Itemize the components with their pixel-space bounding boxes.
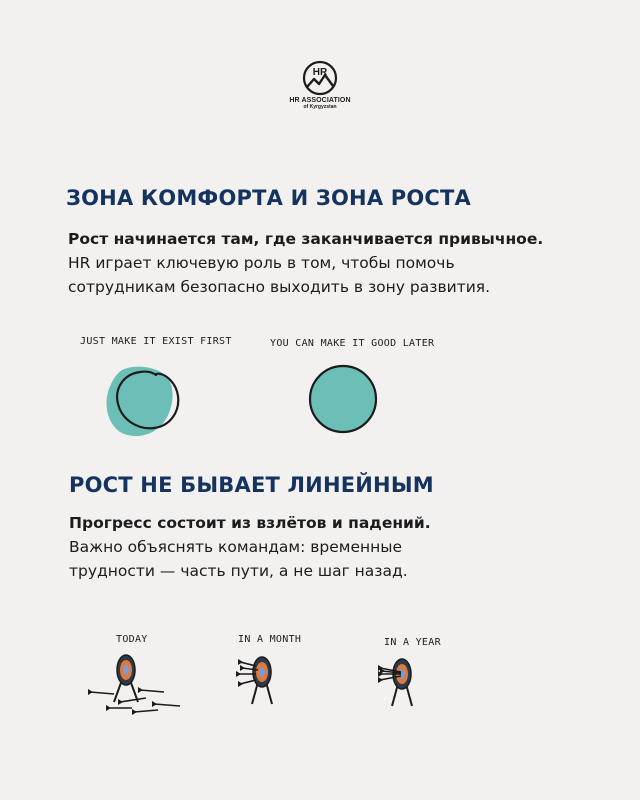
target-in-a-year-icon	[372, 652, 432, 712]
target-today-icon	[80, 650, 190, 720]
section1-lead: Рост начинается там, где заканчивается привычное.	[68, 230, 544, 248]
target-in-a-month-icon	[232, 650, 292, 710]
section2-lead: Прогресс состоит из взлётов и падений.	[69, 514, 431, 532]
caption-in-a-month: IN A MONTH	[238, 634, 302, 645]
caption-today: TODAY	[116, 634, 148, 645]
section1-body-line1: HR играет ключевую роль в том, чтобы помочь	[68, 254, 455, 272]
section1-text	[68, 227, 543, 299]
logo-mark-text: HR	[312, 67, 328, 78]
caption-in-a-year: IN A YEAR	[384, 637, 441, 648]
section1-body-line2: сотрудникам безопасно выходить в зону развития.	[68, 278, 491, 296]
section1-title: ЗОНА КОМФОРТА И ЗОНА РОСТА	[66, 186, 472, 210]
section2-text	[69, 511, 431, 583]
rough-circle-illustration	[100, 362, 190, 444]
logo-subtitle: of Kyrgyzstan	[303, 104, 337, 110]
section2-body-line1: Важно объяснять командам: временные	[69, 538, 403, 556]
logo	[283, 60, 357, 110]
caption-good-later: YOU CAN MAKE IT GOOD LATER	[270, 338, 435, 349]
section2-body-line2: трудности — часть пути, а не шаг назад.	[69, 562, 408, 580]
logo-name: HR ASSOCIATION	[289, 97, 351, 104]
logo-mark-icon	[302, 60, 338, 96]
perfect-circle-illustration	[306, 362, 380, 436]
caption-exist-first: JUST MAKE IT EXIST FIRST	[80, 336, 232, 347]
section2-title: РОСТ НЕ БЫВАЕТ ЛИНЕЙНЫМ	[69, 473, 434, 497]
